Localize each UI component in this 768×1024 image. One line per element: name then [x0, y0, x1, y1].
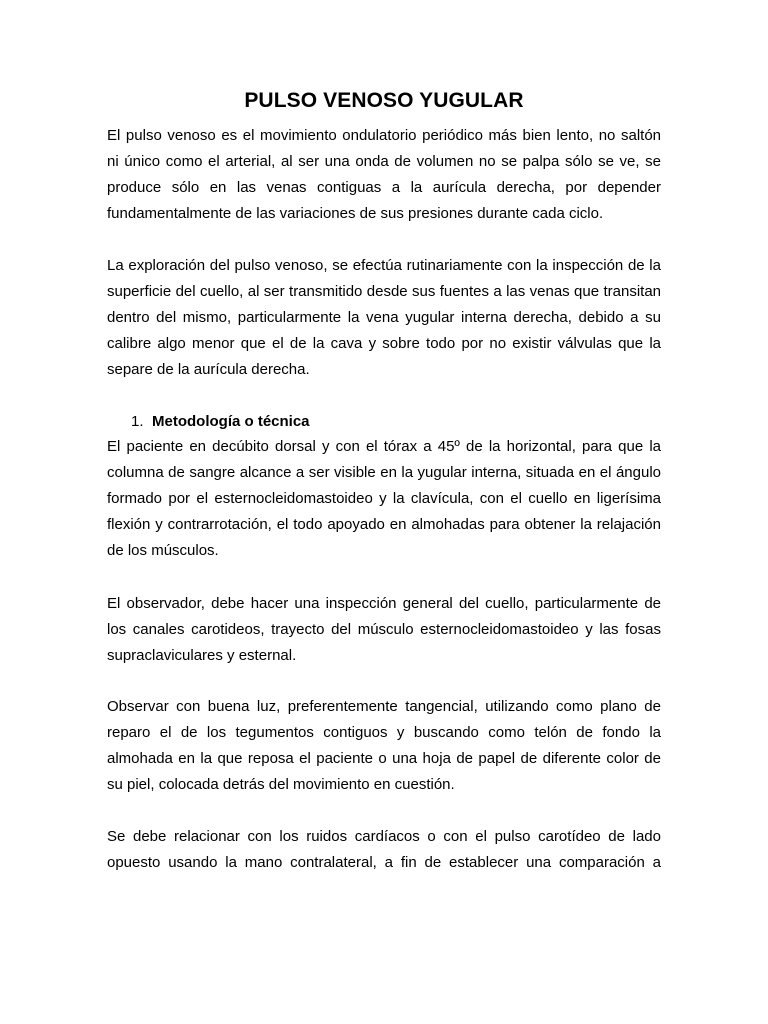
text-line: formado por el esternocleidomastoideo y la clavícula, con el cuello en ligerísima — [107, 489, 661, 507]
page-title: PULSO VENOSO YUGULAR — [244, 89, 524, 112]
text-line: La exploración del pulso venoso, se efectúa rutinariamente con la inspección de la — [107, 257, 661, 274]
text-line: calibre algo menor que el de la cava y sobre todo por no existir válvulas que la — [107, 334, 661, 352]
text-line: su piel, colocada detrás del movimiento en cuestión. — [107, 775, 455, 793]
section-number: 1. — [131, 413, 144, 430]
text-line: El observador, debe hacer una inspección general del cuello, particularmente de — [107, 595, 661, 612]
text-line: reparo el de los tegumentos contiguos y buscando como telón de fondo la — [107, 723, 661, 741]
text-line: columna de sangre alcance a ser visible en la yugular interna, situada en el ángulo — [107, 463, 661, 481]
text-line: El pulso venoso es el movimiento ondulatorio periódico más bien lento, no saltón — [107, 127, 661, 144]
text-line: almohada en la que reposa el paciente o una hoja de papel de diferente color de — [107, 749, 661, 767]
paragraph-lighting — [107, 694, 661, 798]
section-label: Metodología o técnica — [152, 413, 310, 430]
text-line: supraclaviculares y esternal. — [107, 646, 297, 664]
text-line: dentro del mismo, particularmente la vena yugular interna derecha, debido a su — [107, 308, 661, 326]
text-line: produce sólo en las venas contiguas a la aurícula derecha, por depender — [107, 178, 661, 196]
text-line: ni único como el arterial, al ser una onda de volumen no se palpa sólo se ve, se — [107, 152, 661, 170]
paragraph-intro — [107, 123, 661, 227]
paragraph-observer — [107, 591, 661, 669]
text-line: Observar con buena luz, preferentemente tangencial, utilizando como plano de — [107, 698, 661, 715]
paragraph-exploration — [107, 253, 661, 382]
text-line: Se debe relacionar con los ruidos cardíacos o con el pulso carotídeo de lado — [107, 828, 661, 845]
text-line: separe de la aurícula derecha. — [107, 360, 310, 378]
paragraph-relation — [107, 824, 661, 876]
section-heading-methodology — [131, 410, 310, 434]
text-line: los canales carotideos, trayecto del músculo esternocleidomastoideo y las fosas — [107, 620, 661, 638]
text-line: El paciente en decúbito dorsal y con el tórax a 45º de la horizontal, para que la — [107, 438, 661, 455]
text-line: fundamentalmente de las variaciones de sus presiones durante cada ciclo. — [107, 204, 604, 222]
paragraph-patient-position — [107, 434, 661, 563]
text-line: opuesto usando la mano contralateral, a fin de establecer una comparación a — [107, 853, 661, 871]
text-line: superficie del cuello, al ser transmitido desde sus fuentes a las venas que transitan — [107, 282, 661, 300]
text-line: flexión y contrarrotación, el todo apoyado en almohadas para obtener la relajación — [107, 515, 661, 533]
text-line: de los músculos. — [107, 541, 219, 559]
